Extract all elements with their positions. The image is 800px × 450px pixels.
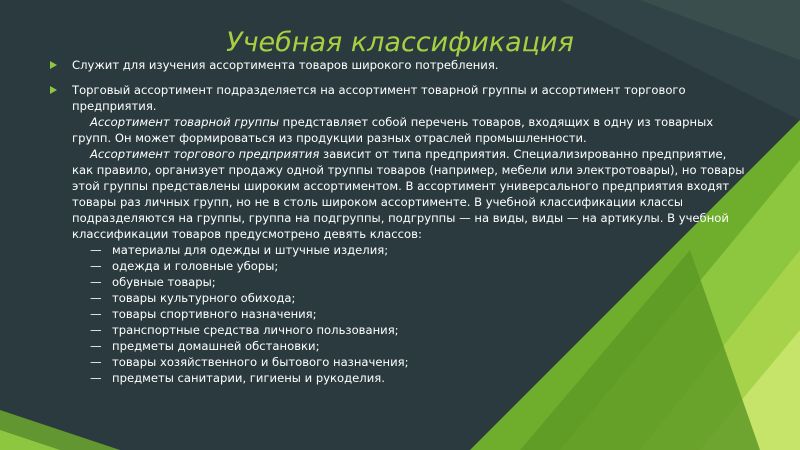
slide-content	[50, 57, 750, 386]
list-item: — предметы домашней обстановки;	[90, 339, 320, 353]
dash-marker: —	[90, 355, 102, 369]
dash-marker: —	[90, 339, 102, 353]
bullet-arrow-icon	[50, 61, 57, 69]
list-item: — товары спортивного назначения;	[90, 307, 317, 321]
term-enterprise-assortment: Ассортимент торгового предприятия	[90, 147, 320, 161]
bullet-arrow-icon	[50, 86, 57, 94]
term-group-assortment: Ассортимент товарной группы	[90, 115, 279, 129]
dash-marker: —	[90, 259, 102, 273]
list-item: — материалы для одежды и штучные изделия;	[90, 243, 389, 257]
bullet-item	[50, 82, 750, 114]
classes-list	[50, 242, 750, 386]
list-item: — обувные товары;	[90, 275, 216, 289]
bullet-text: Торговый ассортимент подразделяется на ассортимент товарной группы и ассортимент торгового предприятия.	[72, 83, 686, 113]
paragraph-text: представляет собой перечень товаров, входящих в одну из товарных групп. Он может формироваться из продукции разных отраслей промышленности.	[72, 115, 714, 145]
list-item: — товары культурного обихода;	[90, 291, 296, 305]
list-item: — одежда и головные уборы;	[90, 259, 279, 273]
dash-marker: —	[90, 371, 102, 385]
list-item: — товары хозяйственного и бытового назначения;	[90, 355, 409, 369]
paragraph-group-assortment	[50, 114, 750, 146]
bullet-item	[50, 57, 750, 73]
paragraph-text: зависит от типа предприятия. Специализированно предприятие, как правило, организует продажу одной труппы товаров (например, мебели или электротовары), но товары этой группы представлены широким ассортиментом. В ассортимент универсального предприятия входят товары раз личных групп, но не в столь широком ассортименте. В учебной классификации классы подразделяются на группы, группа на подгруппы, подгруппы — на виды, виды — на артикулы. В учебной классификации товаров предусмотрено девять классов:	[72, 147, 745, 241]
bullet-text: Служит для изучения ассортимента товаров широкого потребления.	[72, 58, 499, 72]
dash-marker: —	[90, 275, 102, 289]
dash-marker: —	[90, 323, 102, 337]
list-item: — предметы санитарии, гигиены и рукоделия.	[90, 371, 385, 385]
slide-title: Учебная классификация	[226, 27, 574, 58]
dash-marker: —	[90, 243, 102, 257]
dash-marker: —	[90, 307, 102, 321]
dash-marker: —	[90, 291, 102, 305]
paragraph-enterprise-assortment	[50, 146, 750, 242]
list-item: — транспортные средства личного пользования;	[90, 323, 399, 337]
